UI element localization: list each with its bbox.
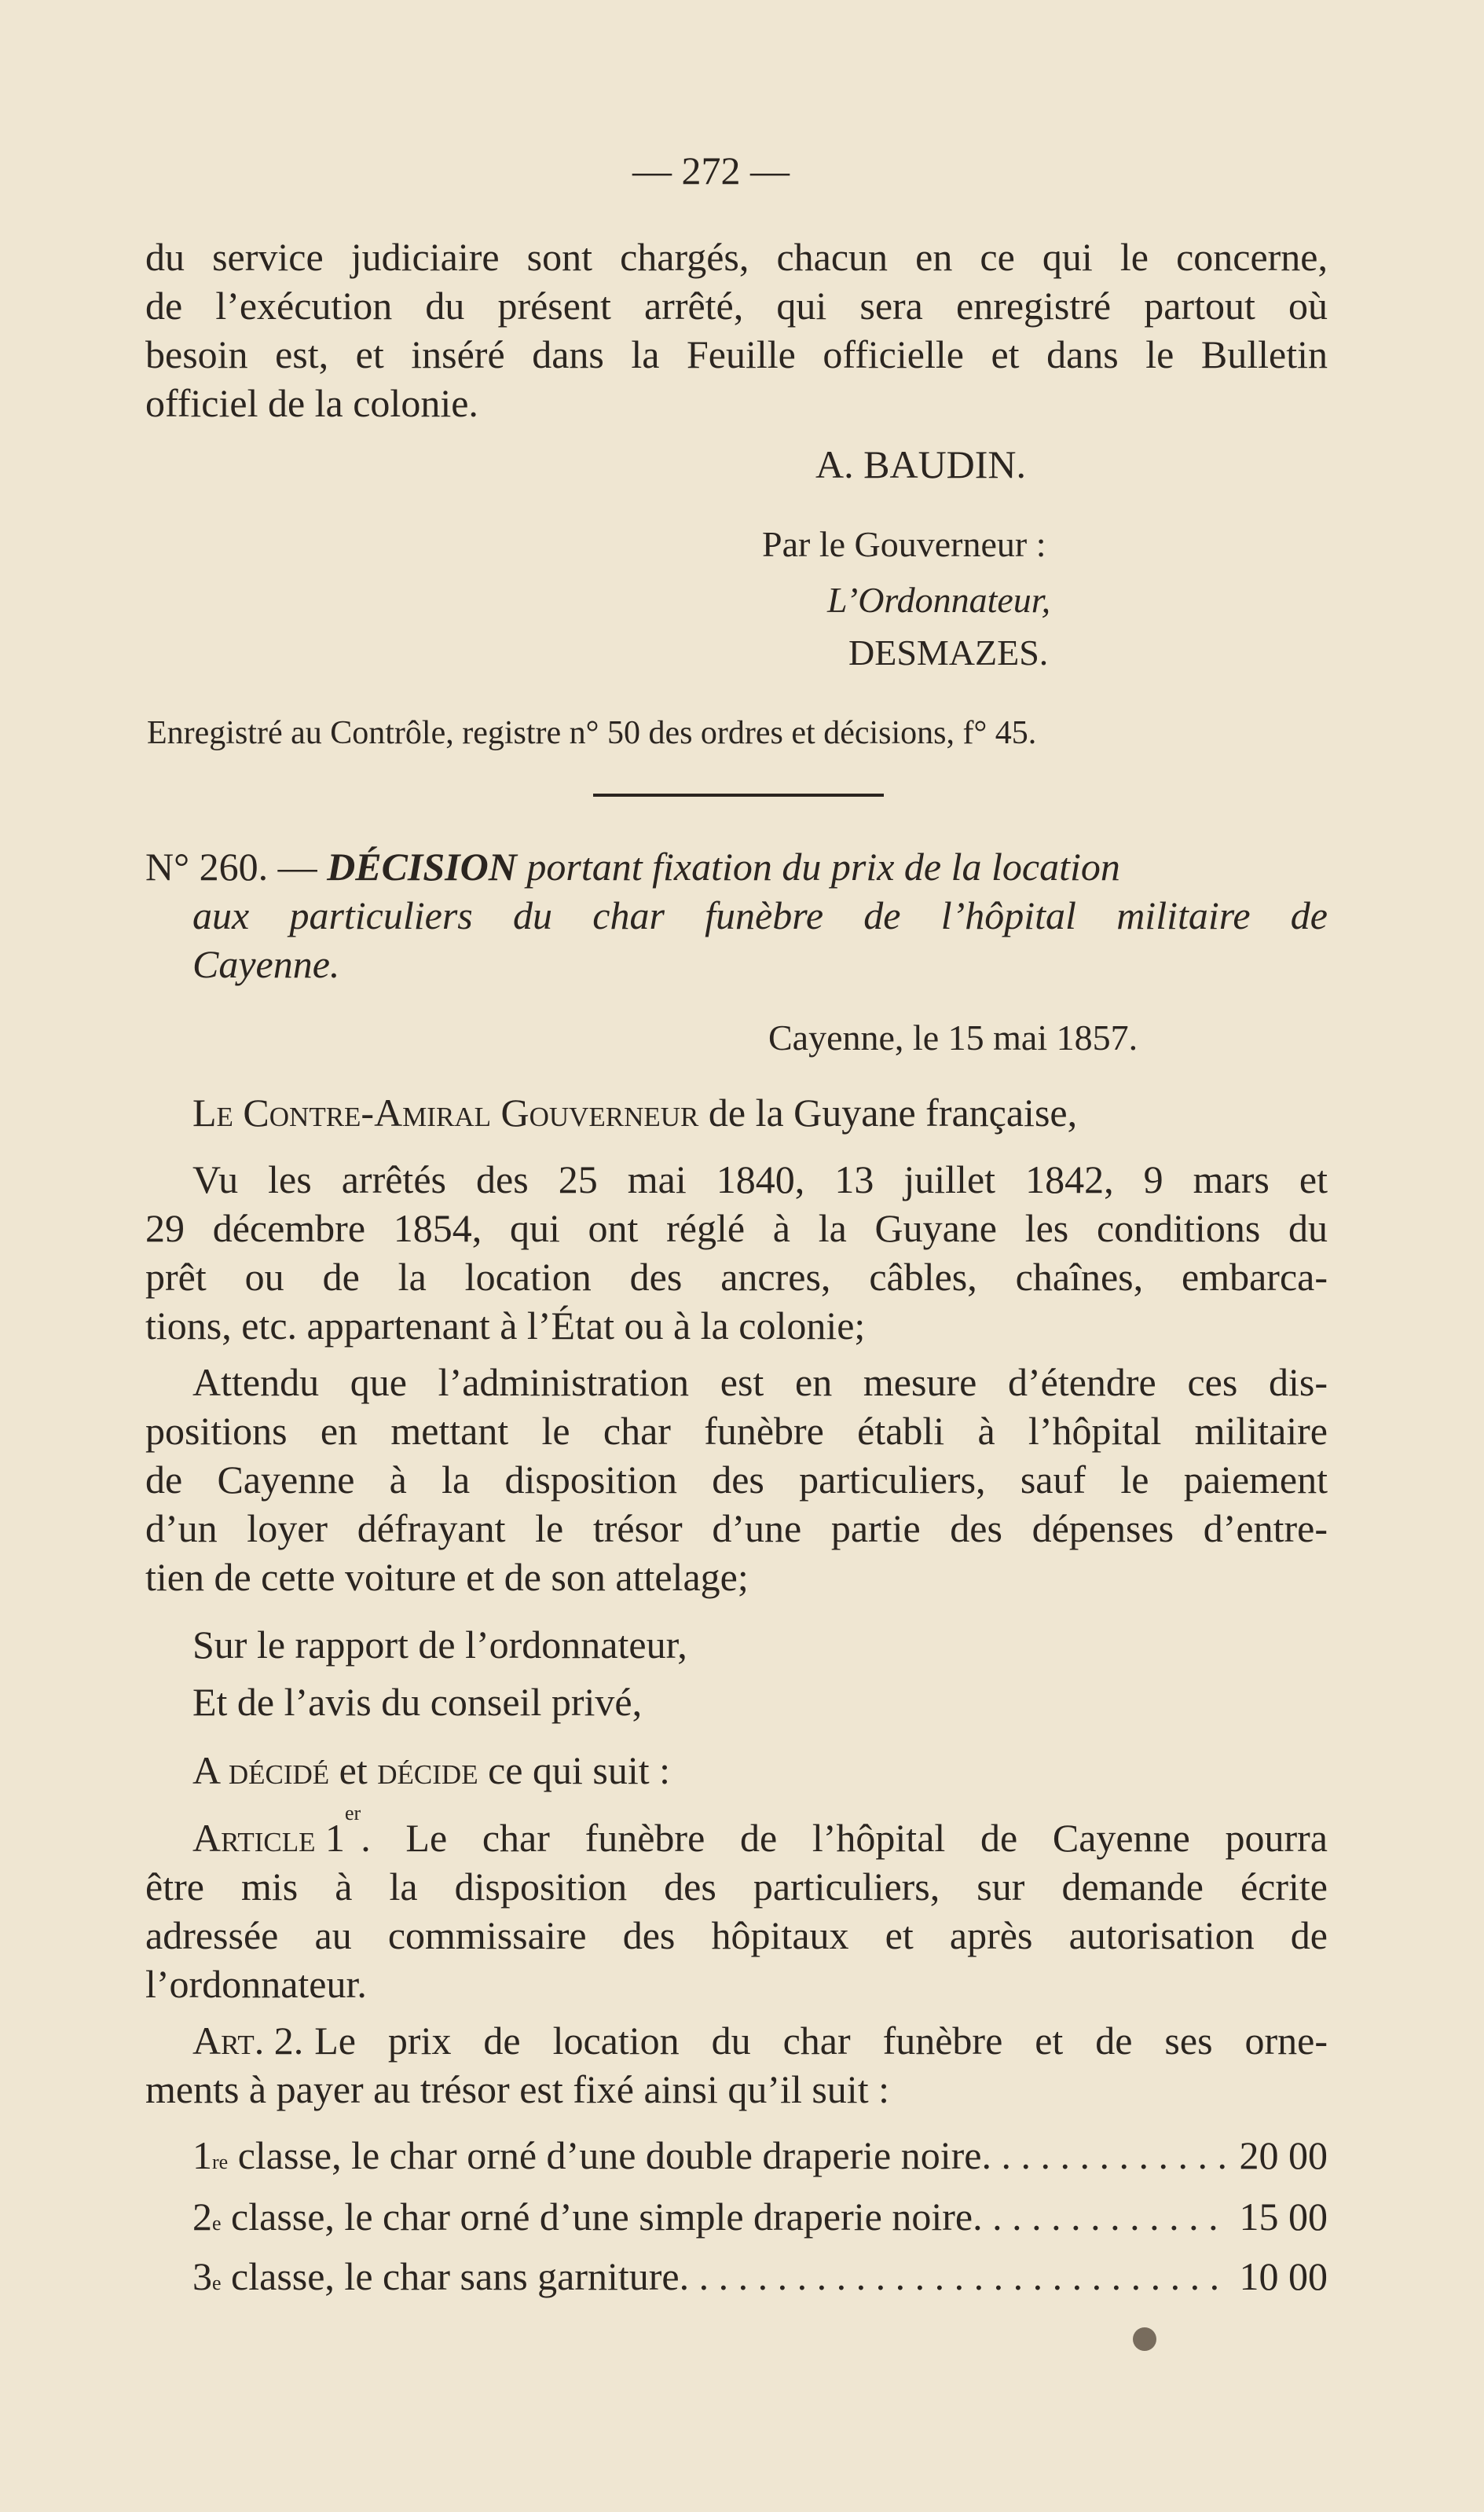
attendu-line: d’un loyer défrayant le trésor d’une partie des dépenses d’entre- (145, 1506, 1328, 1550)
attendu-line: de Cayenne à la disposition des particuliers, sauf le paiement (145, 1458, 1328, 1502)
article-1-label: Article 1 (192, 1816, 345, 1860)
signature-role: L’Ordonnateur, (827, 580, 1051, 620)
article-2-first-line (192, 2016, 1328, 2065)
tariff-price: 10 00 (1239, 2254, 1328, 2298)
tariff-description: classe, le char orné d’une simple draperie noire (231, 2195, 973, 2239)
authority-title: Le Contre-Amiral Gouverneur (192, 1091, 699, 1135)
tariff-price: 15 00 (1239, 2195, 1328, 2239)
vu-line: tions, etc. appartenant à l’État ou à la colonie; (145, 1304, 866, 1348)
a-decide-word: décide (377, 1748, 478, 1792)
decision-keyword: DÉCISION (327, 845, 517, 889)
a-decide-word: A (192, 1748, 219, 1792)
authority-rest: de la Guyane française, (708, 1091, 1078, 1135)
a-decide-word: décidé (228, 1748, 330, 1792)
tariff-row: 2 e classe, le char orné d’une simple draperie noire . . . 15 00 (192, 2192, 1328, 2241)
preamble-authority (192, 1088, 1077, 1137)
page-number: — 272 — (632, 149, 790, 193)
article-1-line: adressée au commissaire des hôpitaux et après autorisation de (145, 1913, 1328, 1957)
tariff-row: 1 re classe, le char orné d’une double draperie noire . . . 20 00 (192, 2131, 1328, 2180)
tariff-leader (981, 2131, 1229, 2180)
decision-title-rest: portant fixation du prix de la location (526, 845, 1120, 889)
section-divider (593, 794, 884, 797)
decision-title-line: Cayenne. (192, 942, 340, 986)
decision-place-date: Cayenne, le 15 mai 1857. (768, 1018, 1138, 1058)
vu-line: prêt ou de la location des ancres, câbles, chaînes, embarca- (145, 1255, 1328, 1299)
tariff-leader (973, 2192, 1229, 2241)
attendu-line: positions en mettant le char funèbre établi à l’hôpital militaire (145, 1409, 1328, 1453)
tariff-leader (680, 2252, 1229, 2301)
signature-role-name: DESMAZES. (848, 633, 1049, 673)
article-2-label: Art. 2. (192, 2019, 304, 2063)
registration-note: Enregistré au Contrôle, registre n° 50 des ordres et décisions, f° 45. (147, 715, 1037, 751)
intro-line: du service judiciaire sont chargés, chacun en ce qui le concerne, (145, 235, 1328, 279)
intro-line: besoin est, et inséré dans la Feuille officielle et dans le Bulletin (145, 332, 1328, 376)
sur-le-rapport: Sur le rapport de l’ordonnateur, (192, 1623, 687, 1667)
article-1-text: . Le char funèbre de l’hôpital de Cayenne pourra (361, 1816, 1328, 1860)
vu-line: 29 décembre 1854, qui ont réglé à la Guyane les conditions du (145, 1206, 1328, 1250)
tariff-description: classe, le char orné d’une double draperie noire (237, 2133, 982, 2177)
a-decide-word: ce qui suit : (488, 1748, 670, 1792)
a-decide (192, 1746, 670, 1795)
attendu-line: Attendu que l’administration est en mesure d’étendre ces dis- (192, 1360, 1328, 1404)
decision-number-text: N° 260. — (145, 845, 317, 889)
avis-conseil: Et de l’avis du conseil privé, (192, 1680, 643, 1724)
tariff-price: 20 00 (1239, 2133, 1328, 2177)
signature-name: A. BAUDIN. (815, 442, 1027, 486)
article-1-line: être mis à la disposition des particuliers, sur demande écrite (145, 1865, 1328, 1909)
article-2-text: Le prix de location du char funèbre et de ses orne- (314, 2019, 1328, 2063)
attendu-line: tien de cette voiture et de son attelage; (145, 1555, 749, 1599)
tariff-class-number: 2 (192, 2195, 212, 2239)
ink-stain (1133, 2327, 1156, 2351)
a-decide-word: et (339, 1748, 368, 1792)
tariff-row: 3 e classe, le char sans garniture . . . 10 00 (192, 2252, 1328, 2301)
article-2-line: ments à payer au trésor est fixé ainsi qu’il suit : (145, 2067, 889, 2111)
intro-line: officiel de la colonie. (145, 381, 478, 425)
tariff-description: classe, le char sans garniture (231, 2254, 680, 2298)
decision-title-line: aux particuliers du char funèbre de l’hôpital militaire de (192, 893, 1328, 937)
vu-line: Vu les arrêtés des 25 mai 1840, 13 juillet 1842, 9 mars et (192, 1157, 1328, 1201)
decision-number (145, 842, 1328, 891)
article-1-line: l’ordonnateur. (145, 1962, 367, 2006)
tariff-class-number: 1 (192, 2133, 212, 2177)
tariff-class-number: 3 (192, 2254, 212, 2298)
signature-par-le: Par le Gouverneur : (762, 524, 1046, 564)
intro-line: de l’exécution du présent arrêté, qui sera enregistré partout où (145, 284, 1328, 328)
article-1-first-line (192, 1802, 1328, 1862)
article-1-sup: er (345, 1802, 361, 1824)
